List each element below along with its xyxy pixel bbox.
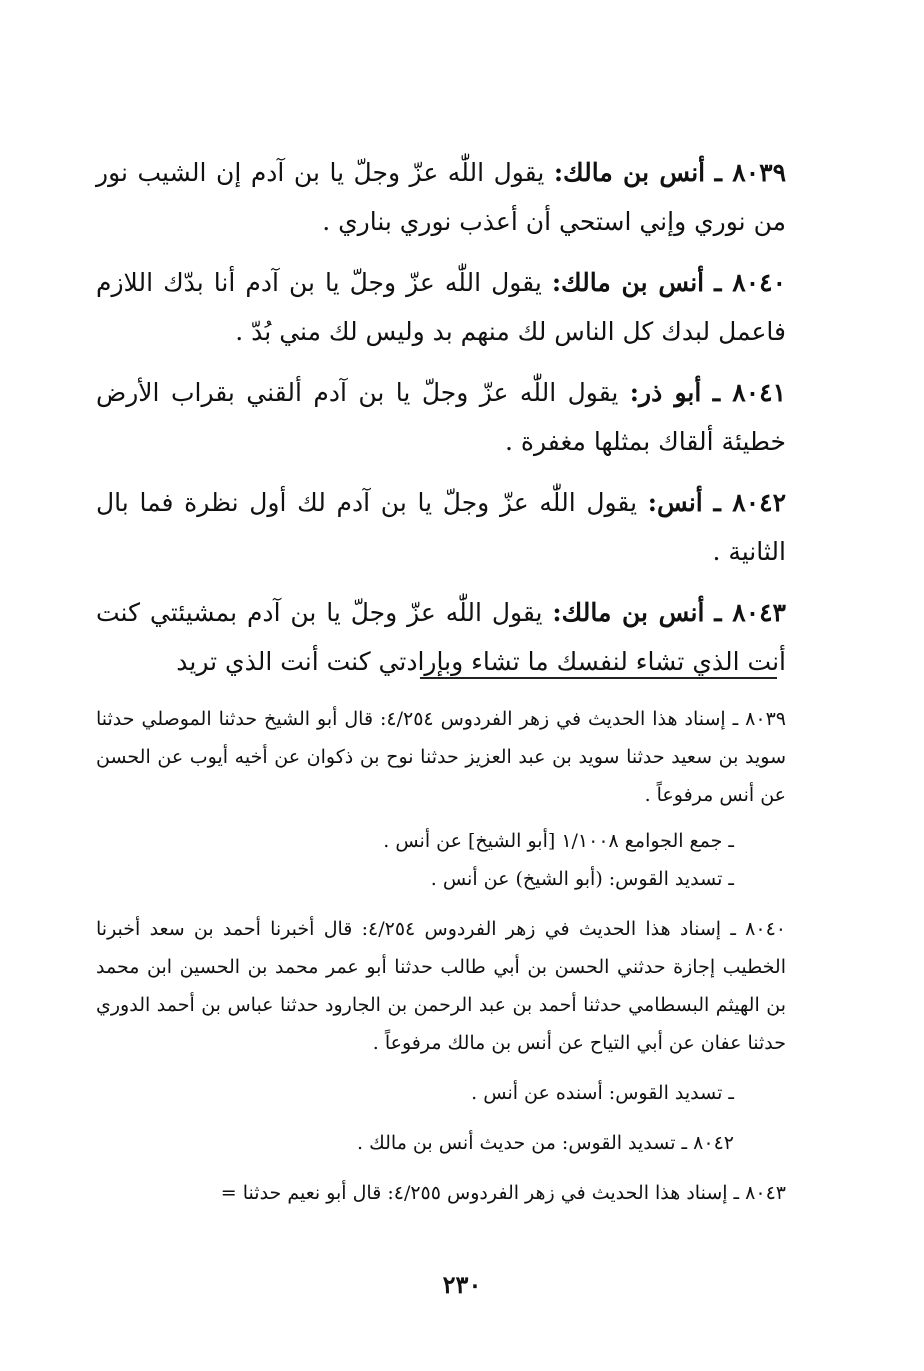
entry-number: ٨٠٣٩ ـ — [714, 158, 786, 187]
entry-text: يقول اللّٰه عزّ وجلّ يا بن آدم ألقني بقراب الأرض خطيئة ألقاك بمثلها مغفرة . — [96, 378, 786, 456]
footnote-8039-source-1: ـ جمع الجوامع ١/١٠٠٨ [أبو الشيخ] عن أنس . — [383, 830, 734, 852]
entry-narrator: أنس: — [647, 488, 703, 517]
entry-number: ٨٠٤١ ـ — [712, 378, 786, 407]
footnote-divider — [420, 677, 777, 679]
hadith-entry-8042 — [96, 478, 786, 576]
entry-narrator: أنس بن مالك: — [551, 268, 705, 297]
main-text — [96, 148, 786, 698]
hadith-entry-8041 — [96, 368, 786, 466]
entry-number: ٨٠٤٠ ـ — [714, 268, 786, 297]
entry-narrator: أبو ذر: — [629, 378, 702, 407]
entry-text: يقول اللّٰه عزّ وجلّ يا بن آدم إن الشيب نور من نوري وإني استحي أن أعذب نوري بناري . — [96, 158, 786, 236]
page-number: ٢٣٠ — [442, 1270, 482, 1299]
entry-narrator: أنس بن مالك: — [552, 598, 705, 627]
entry-text: يقول اللّٰه عزّ وجلّ يا بن آدم لك أول نظرة فما بال الثانية . — [96, 488, 786, 566]
entry-narrator: أنس بن مالك: — [553, 158, 706, 187]
entry-number: ٨٠٤٢ ـ — [713, 488, 786, 517]
footnote-8042: ٨٠٤٢ ـ تسديد القوس: من حديث أنس بن مالك . — [357, 1132, 734, 1154]
entry-text: يقول اللّٰه عزّ وجلّ يا بن آدم بمشيئتي كنت أنت الذي تشاء لنفسك ما تشاء وبإرادتي كنت أنت الذي تريد — [96, 598, 786, 676]
entry-number: ٨٠٤٣ ـ — [714, 598, 786, 627]
hadith-entry-8043 — [96, 588, 786, 686]
footnotes — [96, 700, 786, 1220]
footnote-8040-source-1: ـ تسديد القوس: أسنده عن أنس . — [471, 1082, 734, 1104]
footnote-8043: ٨٠٤٣ ـ إسناد هذا الحديث في زهر الفردوس ٤/٢٥٥: قال أبو نعيم حدثنا = — [220, 1182, 786, 1204]
hadith-entry-8040 — [96, 258, 786, 356]
hadith-entry-8039 — [96, 148, 786, 246]
entry-text: يقول اللّٰه عزّ وجلّ يا بن آدم أنا بدّك اللازم فاعمل لبدك كل الناس لك منهم بد وليس لك مني بُدّ . — [96, 268, 786, 346]
footnote-8039: ٨٠٣٩ ـ إسناد هذا الحديث في زهر الفردوس ٤/٢٥٤: قال أبو الشيخ حدثنا الموصلي حدثنا سويد بن سعيد حدثنا سويد بن عبد العزيز حدثنا نوح بن ذكوان عن أخيه أيوب عن الحسن عن أنس مرفوعاً . — [96, 708, 786, 806]
footnote-8040: ٨٠٤٠ ـ إسناد هذا الحديث في زهر الفردوس ٤/٢٥٤: قال أخبرنا أحمد بن سعد أخبرنا الخطيب إجازة حدثني الحسن بن أبي طالب حدثنا أبو عمر محمد بن الحسين ابن محمد بن الهيثم البسطامي حدثنا أحمد بن عبد الرحمن بن الجارود حدثنا عباس بن أحمد الدوري حدثنا عفان عن أبي التياح عن أنس بن مالك مرفوعاً . — [96, 918, 786, 1054]
footnote-8039-source-2: ـ تسديد القوس: (أبو الشيخ) عن أنس . — [430, 868, 734, 890]
